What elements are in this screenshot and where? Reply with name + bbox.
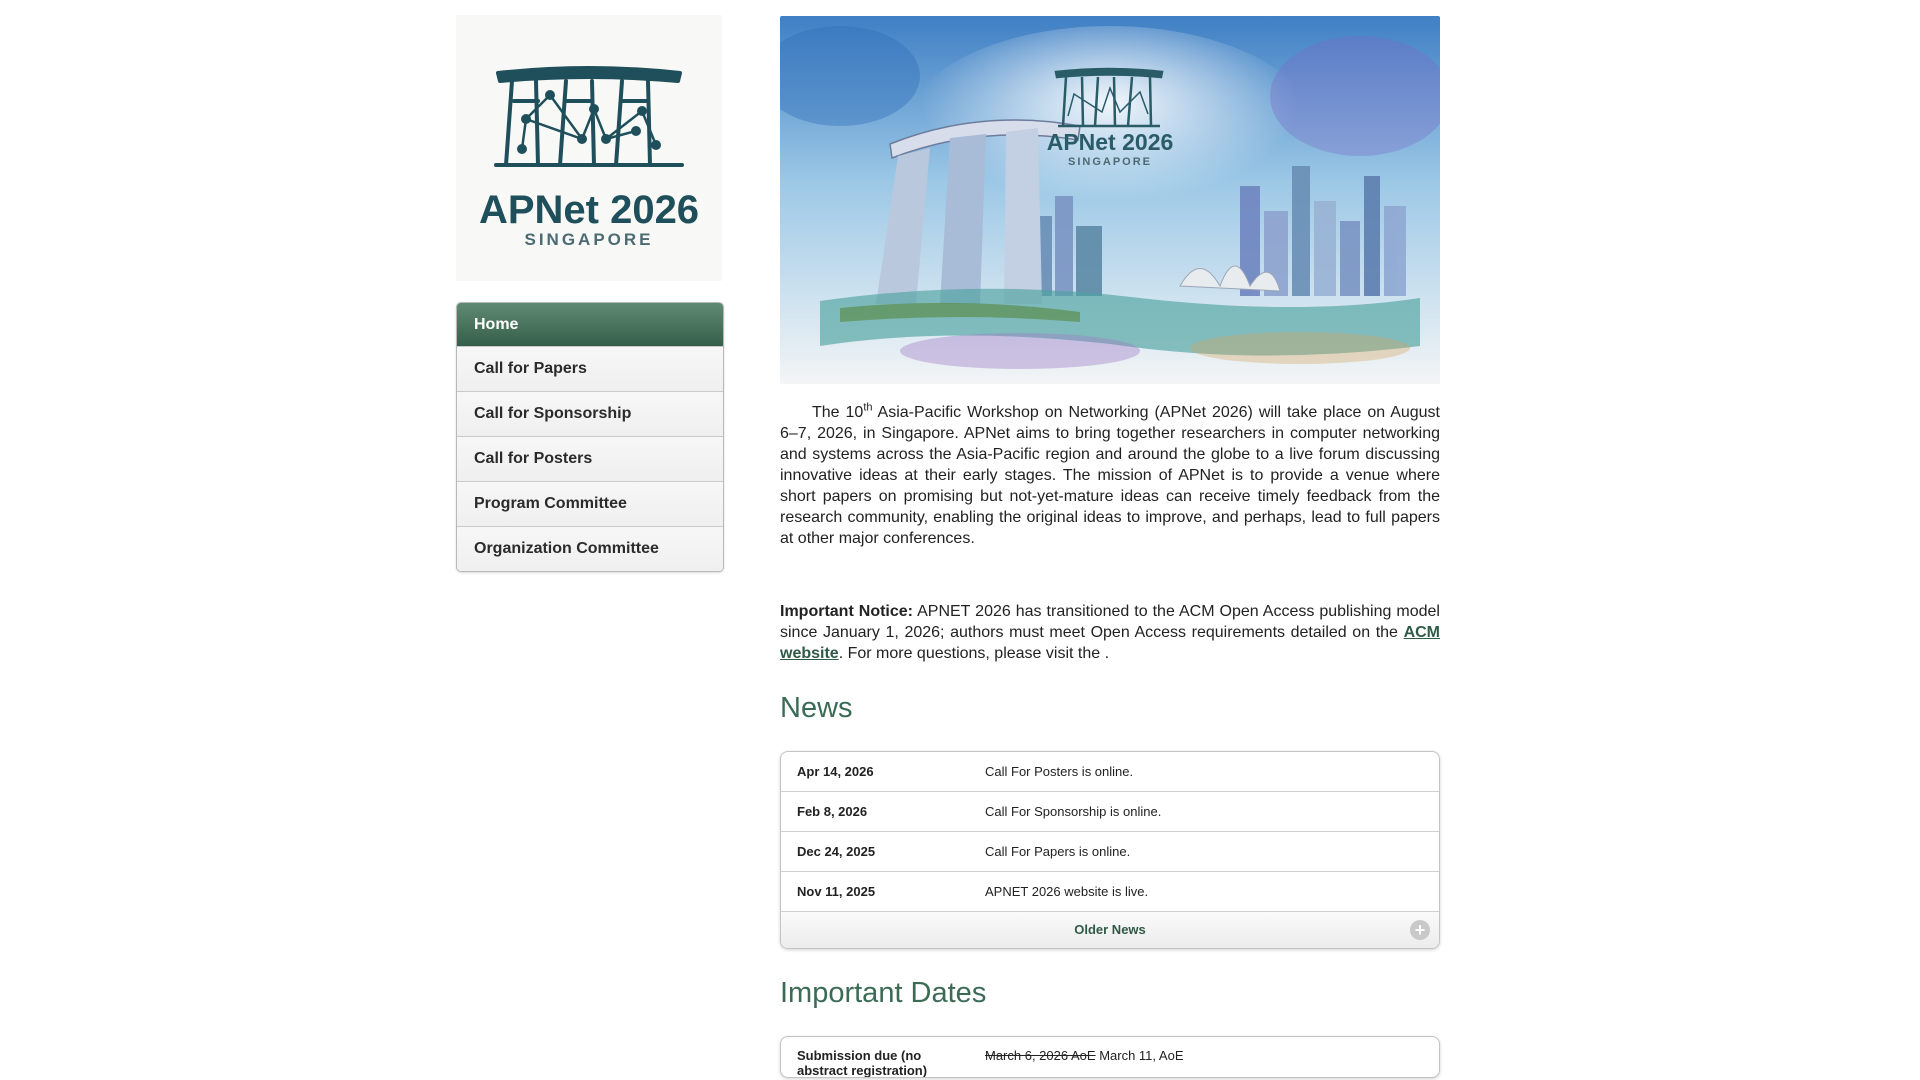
- news-row: [781, 871, 1439, 911]
- nav-item-call-for-sponsorship[interactable]: Call for Sponsorship: [457, 391, 723, 436]
- news-text: Call For Sponsorship is online.: [985, 804, 1162, 819]
- hero-watercolor-banner: [780, 16, 1440, 384]
- intro-post: Asia-Pacific Workshop on Networking (APNet 2026) will take place on August 6–7, 2026, in Singapore. APNet aims to bring together researchers in computer networking and systems across the Asia-Pacific region and around the globe to a live forum discussing innovative ideas at their early stages. The mission of APNet is to provide a venue where short papers on promising but not-yet-mature ideas can receive timely feedback from the research community, enabling the original ideas to improve, and perhaps, lead to full papers at other major conferences.: [780, 404, 1440, 547]
- date-old: March 6, 2026 AoE: [985, 1048, 1096, 1063]
- date-row: [781, 1037, 1439, 1078]
- important-notice: [780, 601, 1440, 664]
- news-row: [781, 791, 1439, 831]
- nav-item-organization-committee[interactable]: Organization Committee: [457, 526, 723, 571]
- hero-subtitle: SINGAPORE: [1067, 156, 1153, 168]
- news-date: Apr 14, 2026: [797, 764, 874, 779]
- older-news-label: Older News: [1074, 922, 1146, 937]
- date-value: [967, 1048, 1184, 1078]
- hero-title: APNet 2026: [1046, 129, 1174, 155]
- news-date: Feb 8, 2026: [797, 804, 868, 819]
- logo-subtitle: SINGAPORE: [524, 230, 654, 249]
- nav-item-call-for-papers[interactable]: Call for Papers: [457, 346, 723, 391]
- notice-after: . For more questions, please visit the .: [838, 645, 1110, 662]
- main-content: [780, 16, 1440, 1078]
- date-new: March 11, AoE: [1095, 1048, 1184, 1063]
- nav-item-home[interactable]: Home: [457, 303, 723, 346]
- news-heading: News: [780, 692, 853, 724]
- apnet-logo: [456, 15, 722, 281]
- news-date: Dec 24, 2025: [797, 844, 876, 859]
- news-text: Call For Papers is online.: [985, 844, 1131, 859]
- intro-sup: th: [863, 401, 873, 414]
- news-row: [781, 752, 1439, 791]
- sidebar-nav: [456, 302, 724, 572]
- news-row: [781, 831, 1439, 871]
- nav-item-program-committee[interactable]: Program Committee: [457, 481, 723, 526]
- intro-pre: The 10: [812, 404, 864, 421]
- news-table: [780, 751, 1440, 949]
- date-label: Submission due (no abstract registration): [797, 1048, 928, 1078]
- news-text: Call For Posters is online.: [985, 764, 1134, 779]
- older-news-button[interactable]: [781, 911, 1439, 948]
- news-text: APNET 2026 website is live.: [985, 884, 1149, 899]
- news-date: Nov 11, 2025: [797, 884, 876, 899]
- intro-paragraph: [780, 402, 1440, 549]
- logo-title: APNet 2026: [478, 188, 700, 232]
- acm-website-link[interactable]: ACM website: [780, 624, 1440, 662]
- marina-bay-sands-logo-icon: [456, 15, 722, 281]
- important-dates-heading: Important Dates: [780, 977, 987, 1009]
- notice-label: Important Notice:: [780, 603, 913, 620]
- important-dates-table: [780, 1036, 1440, 1078]
- nav-item-call-for-posters[interactable]: Call for Posters: [457, 436, 723, 481]
- plus-circle-icon[interactable]: +: [1410, 920, 1430, 940]
- notice-text: APNET 2026 has transitioned to the ACM Open Access publishing model since January 1, 2026; authors must meet Open Access requirements detailed on the: [780, 603, 1440, 641]
